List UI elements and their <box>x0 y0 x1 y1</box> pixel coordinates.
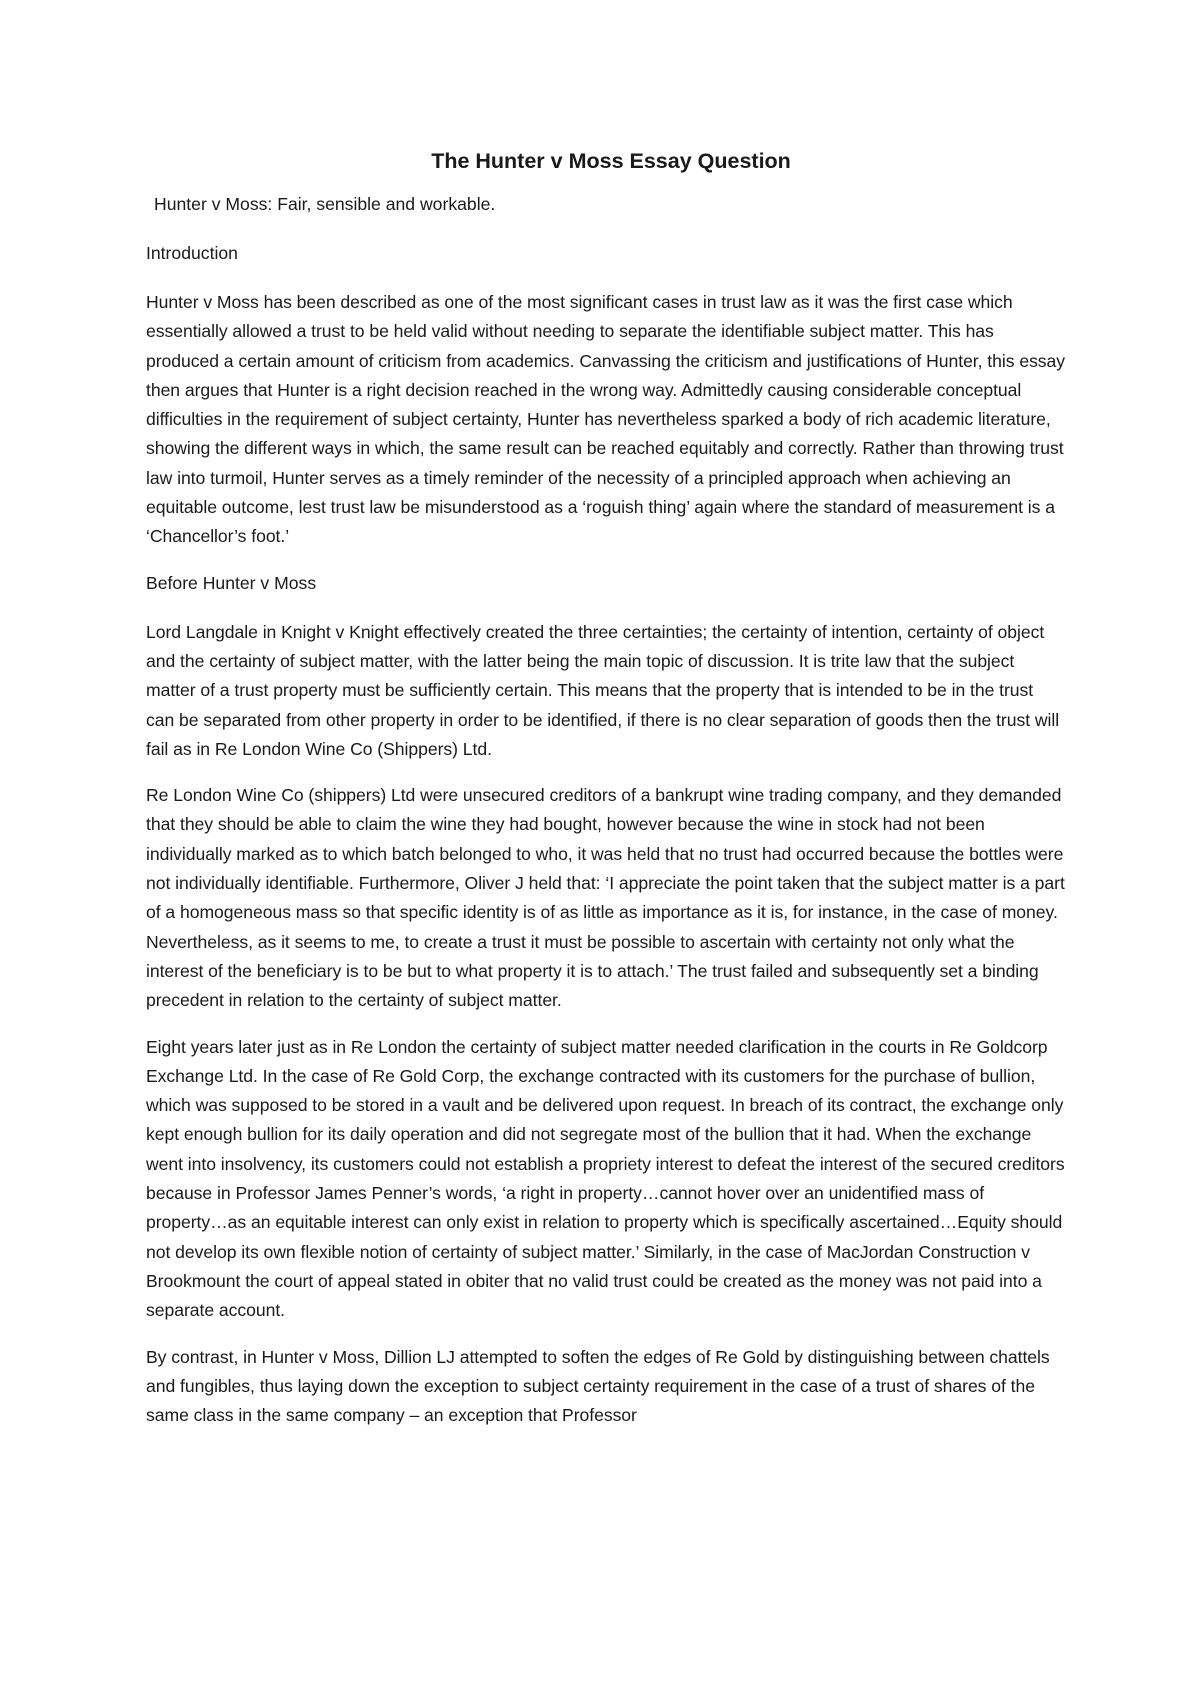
paragraph-re-london-wine: Re London Wine Co (shippers) Ltd were unsecured creditors of a bankrupt wine trading company, and they demanded that they should be able to claim the wine they had bought, however because the wine in stock had not been individually marked as to which batch belonged to who, it was held that no trust had occurred because the bottles were not individually identifiable. Furthermore, Oliver J held that: ‘I appreciate the point taken that the subject matter is a part of a homogeneous mass so that specific identity is of as little as importance as it is, for instance, in the case of money. Nevertheless, as it seems to me, to create a trust it must be possible to ascertain with certainty not only what the interest of the beneficiary is to be but to what property it is to attach.’ The trust failed and subsequently set a binding precedent in relation to the certainty of subject matter. <box>146 785 1065 1011</box>
paragraph-knight-v-knight: Lord Langdale in Knight v Knight effectively created the three certainties; the certainty of intention, certainty of object and the certainty of subject matter, with the latter being the main topic of discussion. It is trite law that the subject matter of a trust property must be sufficiently certain. This means that the property that is intended to be in the trust can be separated from other property in order to be identified, if there is no clear separation of goods then the trust will fail as in Re London Wine Co (Shippers) Ltd. <box>146 621 1060 759</box>
paragraph-re-goldcorp: Eight years later just as in Re London the certainty of subject matter needed clarification in the courts in Re Goldcorp Exchange Ltd. In the case of Re Gold Corp, the exchange contracted with its customers for the purchase of bullion, which was supposed to be stored in a vault and be delivered upon request. In breach of its contract, the exchange only kept enough bullion for its daily operation and did not segregate most of the bullion that it had. When the exchange went into insolvency, its customers could not establish a propriety interest to defeat the interest of the secured creditors because in Professor James Penner’s words, ‘a right in property…cannot hover over an unidentified mass of property…as an equitable interest can only exist in relation to property which is specifically ascertained…Equity should not develop its own flexible notion of certainty of subject matter.’ Similarly, in the case of MacJordan Construction v Brookmount the court of appeal stated in obiter that no valid trust could be created as the money was not paid into a separate account. <box>146 1036 1065 1321</box>
document-subtitle: Hunter v Moss: Fair, sensible and workable. <box>154 194 496 214</box>
paragraph-introduction: Hunter v Moss has been described as one of the most significant cases in trust law as it was the first case which essentially allowed a trust to be held valid without needing to separate the identifiable subject matter. This has produced a certain amount of criticism from academics. Canvassing the criticism and justifications of Hunter, this essay then argues that Hunter is a right decision reached in the wrong way. Admittedly causing considerable conceptual difficulties in the requirement of subject certainty, Hunter has nevertheless sparked a body of rich academic literature, showing the different ways in which, the same result can be reached equitably and correctly. Rather than throwing trust law into turmoil, Hunter serves as a timely reminder of the necessity of a principled approach when achieving an equitable outcome, lest trust law be misunderstood as a ‘roguish thing’ again where the standard of measurement is a ‘Chancellor’s foot.’ <box>146 292 1066 547</box>
document-title: The Hunter v Moss Essay Question <box>431 149 791 173</box>
section-heading-introduction: Introduction <box>146 243 238 263</box>
document-body <box>146 146 1066 1430</box>
paragraph-hunter-v-moss: By contrast, in Hunter v Moss, Dillion LJ attempted to soften the edges of Re Gold by distinguishing between chattels and fungibles, thus laying down the exception to subject certainty requirement in the case of a trust of shares of the same class in the same company – an exception that Professor <box>146 1346 1050 1426</box>
section-heading-before-hunter: Before Hunter v Moss <box>146 572 317 593</box>
